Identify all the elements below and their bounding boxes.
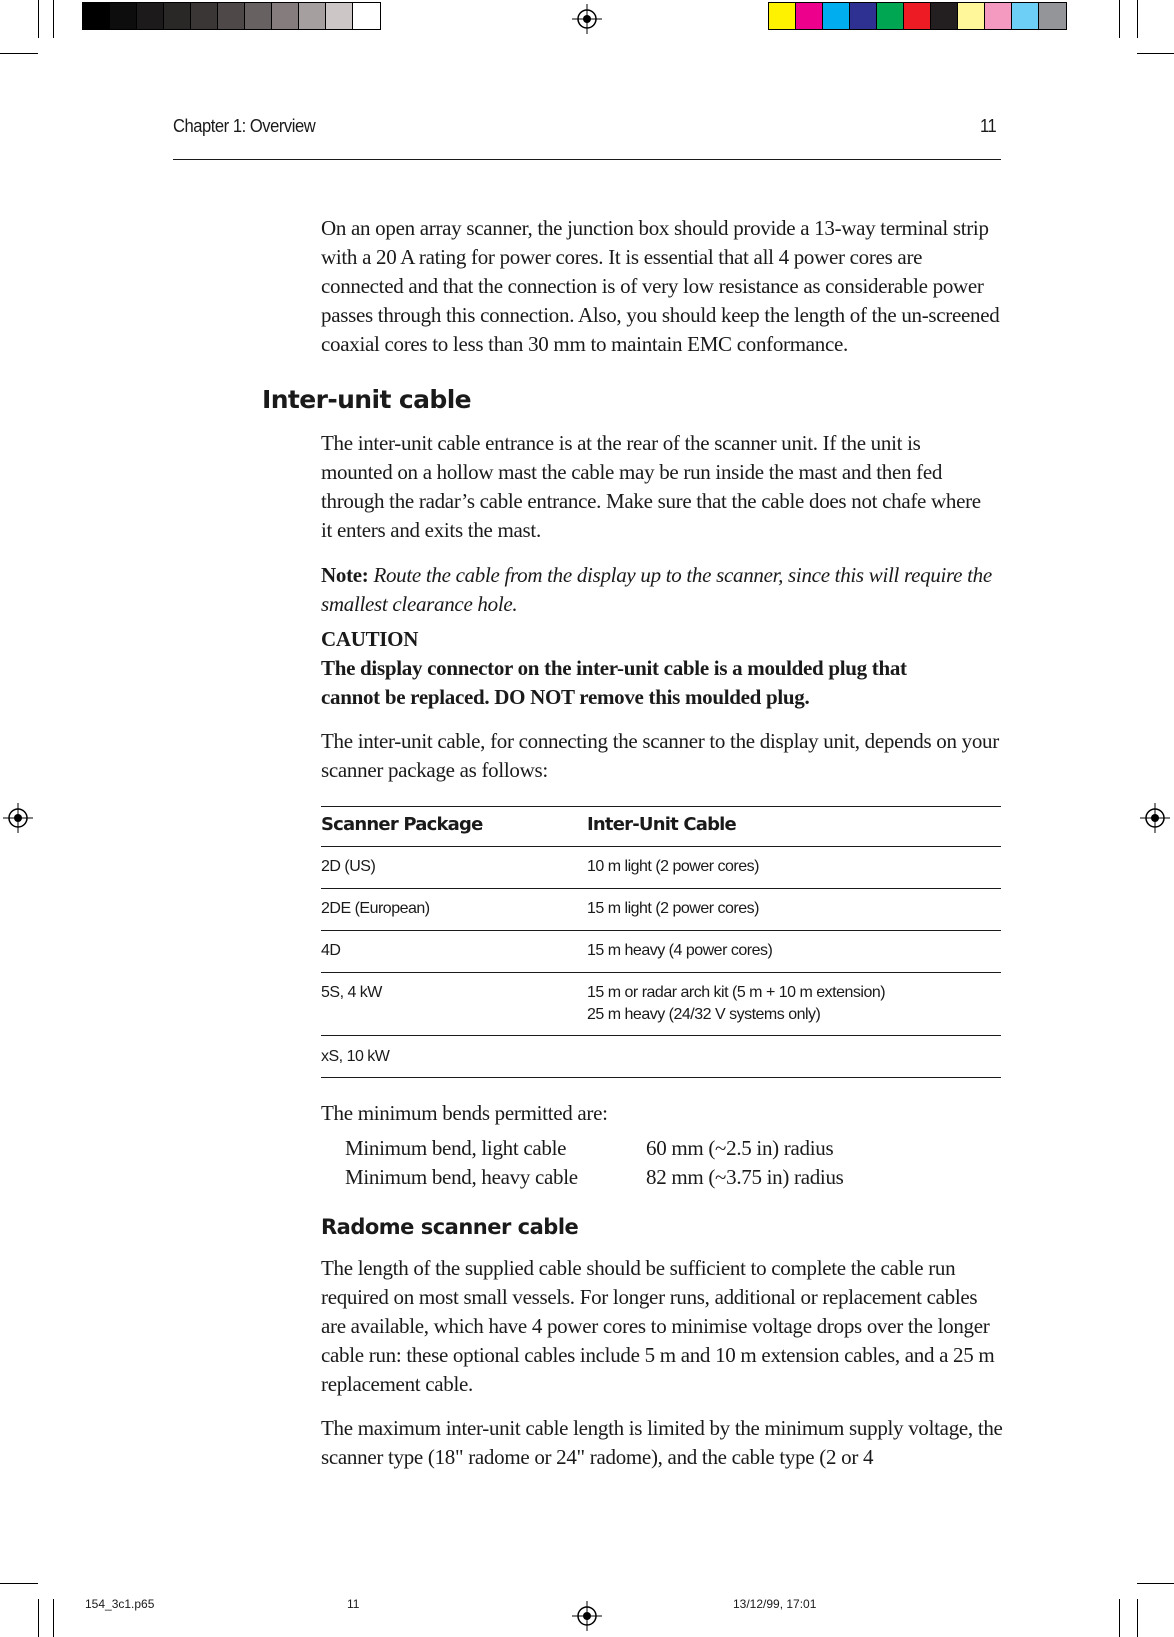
table-header-inter-unit-cable: Inter-Unit Cable: [587, 814, 736, 835]
crop-mark: [38, 0, 39, 38]
note-paragraph: [321, 561, 1006, 619]
grayscale-swatch-strip: [82, 2, 381, 30]
table-rule: [321, 888, 1001, 889]
color-swatch: [110, 3, 137, 29]
table-cell-package: 2D (US): [321, 858, 376, 875]
color-swatch: [1012, 3, 1039, 29]
color-swatch: [796, 3, 823, 29]
color-swatch: [931, 3, 958, 29]
note-text: Route the cable from the display up to the scanner, since this will require the smallest clearance hole.: [321, 563, 992, 616]
table-rule: [321, 1035, 1001, 1036]
registration-mark-icon: [3, 803, 33, 833]
color-swatch: [904, 3, 931, 29]
crop-mark: [38, 1599, 39, 1637]
crop-mark: [0, 53, 38, 54]
color-swatch: [877, 3, 904, 29]
bend-label: Minimum bend, light cable: [345, 1136, 567, 1160]
crop-mark: [1137, 1583, 1174, 1584]
crop-mark: [0, 1583, 38, 1584]
color-swatch: [83, 3, 110, 29]
color-swatch: [850, 3, 877, 29]
color-swatch: [823, 3, 850, 29]
color-swatch: [326, 3, 353, 29]
color-swatch: [299, 3, 326, 29]
caution-text: The display connector on the inter-unit cable is a moulded plug that cannot be replaced. DO NOT remove this moulded plug.: [321, 656, 907, 709]
table-header-scanner-package: Scanner Package: [321, 814, 483, 835]
caution-title: CAUTION: [321, 627, 419, 651]
color-swatch: [137, 3, 164, 29]
crop-mark: [1137, 53, 1174, 54]
inter-unit-paragraph: The inter-unit cable entrance is at the rear of the scanner unit. If the unit is mounted on a hollow mast the cable may be run inside the mast and then fed through the radar’s cable entrance. Make sure that the cable does not chafe where it enters and exits the mast.: [321, 431, 981, 542]
section-heading-radome-scanner-cable: Radome scanner cable: [321, 1215, 579, 1239]
table-cell-cable: 15 m light (2 power cores): [587, 900, 759, 917]
table-cell-package: 5S, 4 kW: [321, 984, 382, 1001]
color-swatch: [985, 3, 1012, 29]
crop-mark: [1137, 1599, 1138, 1637]
table-cell-package: xS, 10 kW: [321, 1048, 390, 1065]
color-swatch-strip: [768, 2, 1067, 30]
registration-mark-icon: [572, 4, 602, 34]
table-cell-package: 4D: [321, 942, 341, 959]
footer-page: 11: [347, 1597, 360, 1611]
table-top-rule: [321, 806, 1001, 807]
radome-paragraph-1: The length of the supplied cable should be sufficient to complete the cable run required on most small vessels. For longer runs, additional or replacement cables are available, which have 4 power cores to minimise voltage drops over the longer cable run: these optional cables include 5 m and 10 m extension cables, and a 25 m replacement cable.: [321, 1256, 995, 1396]
crop-mark: [1119, 0, 1120, 38]
footer-timestamp: 13/12/99, 17:01: [733, 1597, 817, 1611]
page-number: 11: [980, 116, 997, 136]
color-swatch: [769, 3, 796, 29]
footer-file-name: 154_3c1.p65: [85, 1597, 155, 1611]
bend-label: Minimum bend, heavy cable: [345, 1165, 578, 1189]
intro-paragraph: On an open array scanner, the junction box should provide a 13-way terminal strip with a 20 A rating for power cores. It is essential that all 4 power cores are connected and that the connection is of very low resistance as considerable power passes through this connection. Also, you should keep the length of the un-screened coaxial cores to less than 30 mm to maintain EMC conformance.: [321, 216, 1000, 356]
table-cell-cable: 15 m heavy (4 power cores): [587, 942, 773, 959]
color-swatch: [272, 3, 299, 29]
table-bottom-rule: [321, 1077, 1001, 1078]
section-heading-inter-unit-cable: Inter-unit cable: [262, 385, 472, 414]
table-cell-cable: 15 m or radar arch kit (5 m + 10 m extension): [587, 984, 886, 1001]
bends-intro: The minimum bends permitted are:: [321, 1101, 608, 1125]
table-cell-cable: 10 m light (2 power cores): [587, 858, 759, 875]
table-rule: [321, 846, 1001, 847]
color-swatch: [245, 3, 272, 29]
crop-mark: [53, 0, 54, 38]
registration-mark-icon: [572, 1601, 602, 1631]
color-swatch: [958, 3, 985, 29]
color-swatch: [164, 3, 191, 29]
bend-value: 82 mm (~3.75 in) radius: [646, 1165, 844, 1189]
bend-value: 60 mm (~2.5 in) radius: [646, 1136, 834, 1160]
radome-paragraph-2: The maximum inter-unit cable length is limited by the minimum supply voltage, the scanner type (18" radome or 24" radome), and the cable type (2 or 4: [321, 1416, 1003, 1469]
registration-mark-icon: [1140, 803, 1170, 833]
color-swatch: [353, 3, 380, 29]
crop-mark: [53, 1599, 54, 1637]
crop-mark: [1137, 0, 1138, 38]
note-label: Note:: [321, 563, 369, 587]
color-swatch: [218, 3, 245, 29]
table-cell-package: 2DE (European): [321, 900, 430, 917]
table-rule: [321, 972, 1001, 973]
header-rule: [173, 159, 1001, 160]
color-swatch: [191, 3, 218, 29]
table-cell-cable-second-line: 25 m heavy (24/32 V systems only): [587, 1006, 821, 1023]
chapter-title: Chapter 1: Overview: [173, 116, 316, 136]
color-swatch: [1039, 3, 1066, 29]
crop-mark: [1119, 1599, 1120, 1637]
table-rule: [321, 930, 1001, 931]
table-intro-paragraph: The inter-unit cable, for connecting the scanner to the display unit, depends on your scanner package as follows:: [321, 729, 999, 782]
